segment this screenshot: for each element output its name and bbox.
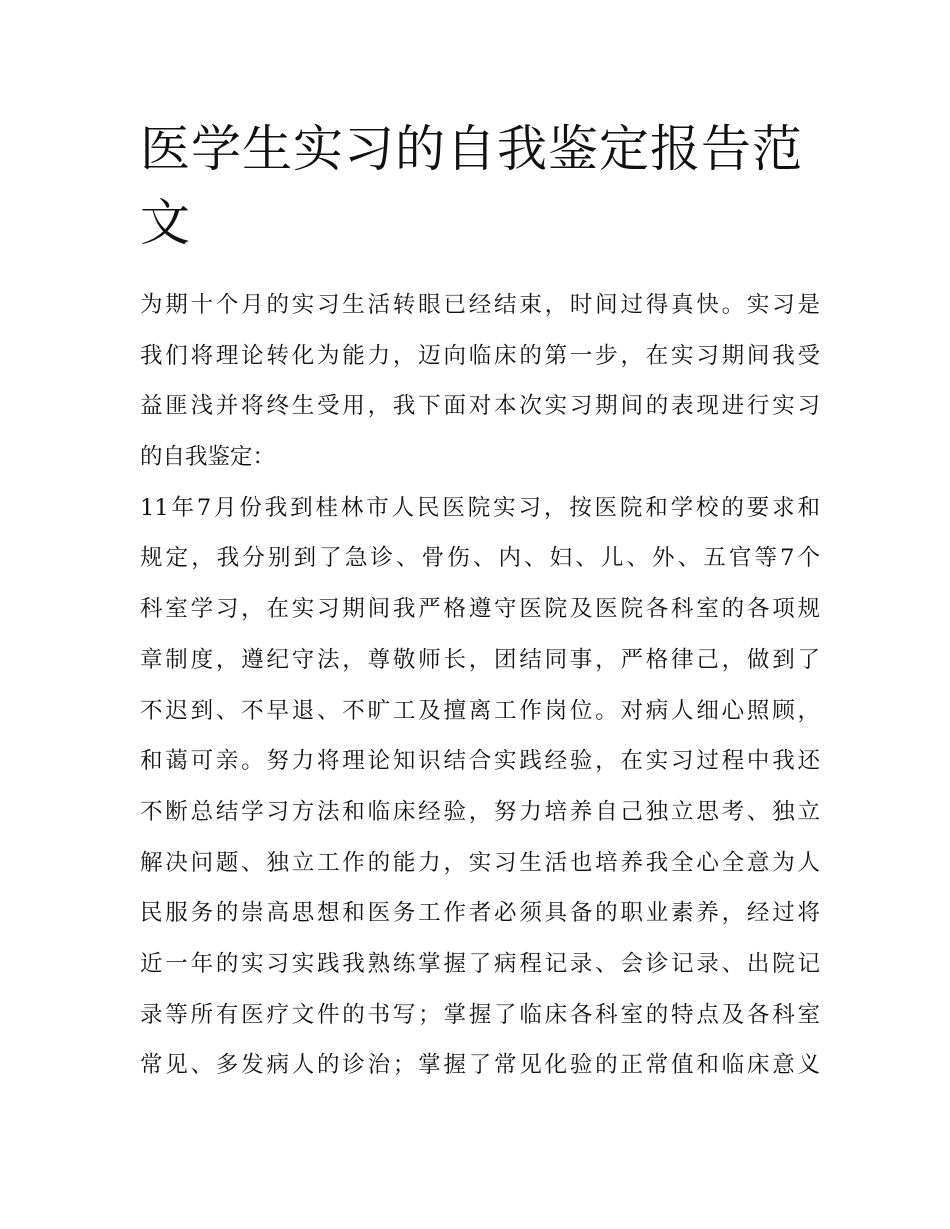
- paragraph-1: [140, 280, 820, 483]
- text-line: 的自我鉴定：: [140, 444, 276, 471]
- text-line: 录等所有医疗文件的书写；掌握了临床各科室的特点及各科室: [140, 1001, 820, 1028]
- text-line: 11年7月份我到桂林市人民医院实习，按医院和学校的要求和: [140, 494, 820, 521]
- text-line: 不迟到、不早退、不旷工及擅离工作岗位。对病人细心照顾，: [140, 697, 820, 724]
- text-line: 益匪浅并将终生受用，我下面对本次实习期间的表现进行实习: [140, 393, 820, 420]
- text-line: 和蔼可亲。努力将理论知识结合实践经验，在实习过程中我还: [140, 748, 820, 775]
- text-line: 近一年的实习实践我熟练掌握了病程记录、会诊记录、出院记: [140, 950, 820, 977]
- text-line: 为期十个月的实习生活转眼已经结束，时间过得真快。实习是: [140, 292, 820, 318]
- text-line: 不断总结学习方法和临床经验，努力培养自己独立思考、独立: [140, 798, 820, 825]
- document-body: [140, 280, 820, 1091]
- text-line: 我们将理论转化为能力，迈向临床的第一步，在实习期间我受: [140, 342, 820, 369]
- text-line: 解决问题、独立工作的能力，实习生活也培养我全心全意为人: [140, 849, 820, 876]
- document-title: 医学生实习的自我鉴定报告范文: [140, 120, 803, 252]
- text-line: 规定，我分别到了急诊、骨伤、内、妇、儿、外、五官等7个: [140, 545, 820, 572]
- text-line: 常见、多发病人的诊治；掌握了常见化验的正常值和临床意义: [140, 1052, 820, 1079]
- text-line: 章制度，遵纪守法，尊敬师长，团结同事，严格律己，做到了: [140, 646, 820, 673]
- text-line: 科室学习，在实习期间我严格遵守医院及医院各科室的各项规: [140, 596, 820, 623]
- text-line: 民服务的崇高思想和医务工作者必须具备的职业素养，经过将: [140, 900, 820, 927]
- paragraph-2: [140, 483, 820, 1091]
